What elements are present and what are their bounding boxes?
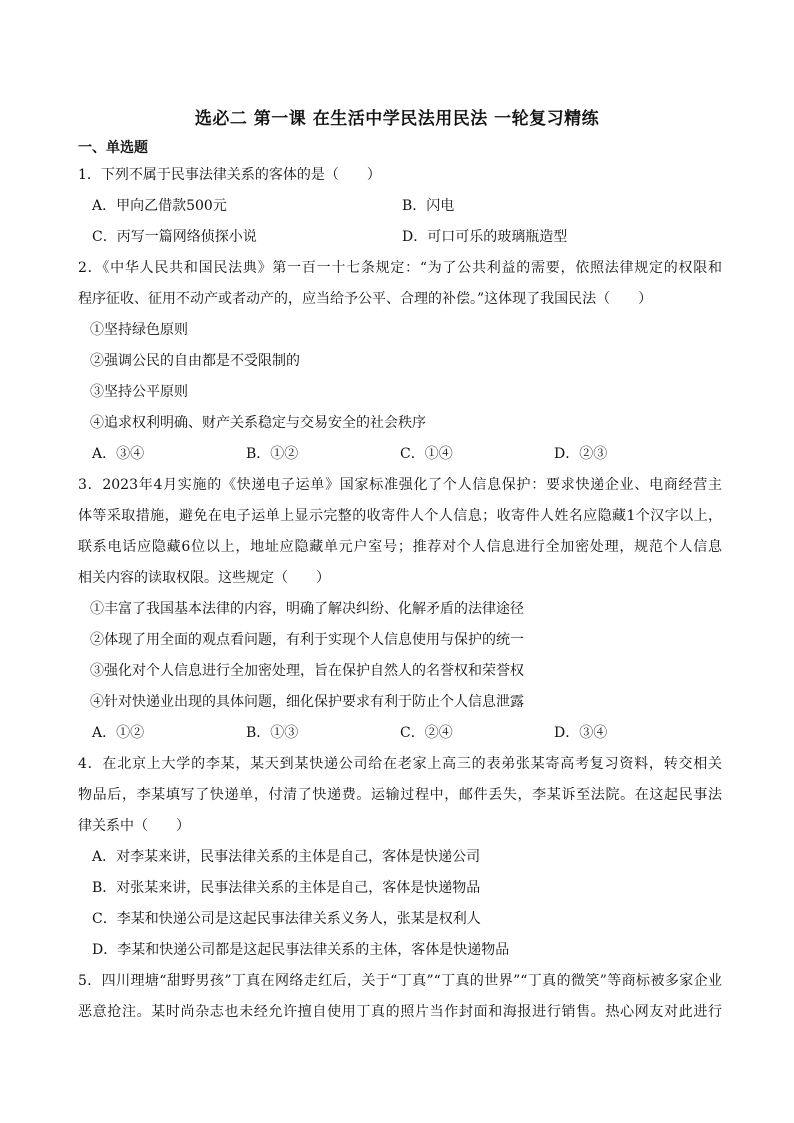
option-a: A．对李某来讲，民事法律关系的主体是自己，客体是快递公司 — [92, 849, 481, 865]
option-b: B．①② — [246, 446, 299, 462]
question-stem-line: 2．《中华人民共和国民法典》第一百一十七条规定：“为了公共利益的需要，依照法律规定的权限和 — [78, 260, 722, 276]
option-b: B．①③ — [246, 725, 299, 741]
question-stem-line: 5．四川理塘“甜野男孩”丁真在网络走红后，关于“丁真”“丁真的世界”“丁真的微笑”等商标被多家企业 — [78, 973, 722, 989]
section-heading: 一、单选题 — [78, 140, 148, 156]
option-b: B．对张某来讲，民事法律关系的主体是自己，客体是快递物品 — [92, 880, 481, 896]
option-a: A．①② — [92, 725, 145, 741]
option-c: C．②④ — [400, 725, 453, 741]
question-stem-line: 联系电话应隐藏6位以上，地址应隐藏单元户室号；推荐对个人信息进行全加密处理，规范个人信息 — [78, 539, 722, 555]
option-b: B．闪电 — [402, 198, 455, 214]
question-stem-line: 相关内容的读取权限。这些规定（ ） — [78, 570, 330, 586]
statement-1: ①丰富了我国基本法律的内容，明确了解决纠纷、化解矛盾的法律途径 — [90, 601, 524, 617]
question-5 — [78, 966, 722, 1028]
option-a: A．甲向乙借款500元 — [92, 198, 227, 214]
option-c: C．李某和快递公司是这起民事法律关系义务人，张某是权利人 — [92, 911, 481, 927]
question-stem-line: 物品后，李某填写了快递单，付清了快递费。运输过程中，邮件丢失，李某诉至法院。在这起民事法 — [78, 787, 722, 803]
statement-3: ③坚持公平原则 — [90, 384, 188, 400]
options-row — [78, 439, 722, 470]
question-1 — [78, 160, 722, 253]
statement-4: ④追求权利明确、财产关系稳定与交易安全的社会秩序 — [90, 415, 426, 431]
options-row — [78, 222, 722, 253]
option-a: A．③④ — [92, 446, 145, 462]
statement-2: ②体现了用全面的观点看问题，有利于实现个人信息使用与保护的统一 — [90, 632, 524, 648]
question-stem-line: 律关系中（ ） — [78, 818, 190, 834]
option-c: C．①④ — [400, 446, 453, 462]
question-stem-line: 体等采取措施，避免在电子运单上显示完整的收寄件人个人信息；收寄件人姓名应隐藏1个汉字以上， — [78, 508, 722, 524]
option-d: D．③④ — [554, 725, 608, 741]
question-stem: 1．下列不属于民事法律关系的客体的是（ ） — [78, 167, 381, 183]
question-list — [78, 160, 722, 1028]
options-row — [78, 718, 722, 749]
statement-4: ④针对快递业出现的具体问题，细化保护要求有利于防止个人信息泄露 — [90, 694, 524, 710]
question-4 — [78, 749, 722, 966]
option-d: D．李某和快递公司都是这起民事法律关系的主体，客体是快递物品 — [92, 942, 510, 958]
question-stem-line: 恶意抢注。某时尚杂志也未经允许擅自使用丁真的照片当作封面和海报进行销售。热心网友对此进行 — [78, 1004, 722, 1020]
statement-2: ②强调公民的自由都是不受限制的 — [90, 353, 300, 369]
question-3 — [78, 470, 722, 749]
option-d: D．②③ — [554, 446, 608, 462]
statement-1: ①坚持绿色原则 — [90, 322, 188, 338]
question-2 — [78, 253, 722, 470]
statement-3: ③强化对个人信息进行全加密处理，旨在保护自然人的名誉权和荣誉权 — [90, 663, 524, 679]
option-c: C．丙写一篇网络侦探小说 — [92, 229, 257, 245]
question-stem-line: 程序征收、征用不动产或者动产的，应当给予公平、合理的补偿。”这体现了我国民法（ ） — [78, 291, 653, 307]
page-title: 选必二 第一课 在生活中学民法用民法 一轮复习精练 — [194, 109, 600, 129]
option-d: D．可口可乐的玻璃瓶造型 — [402, 229, 568, 245]
options-row — [78, 191, 722, 222]
question-stem-line: 3．2023年4月实施的《快递电子运单》国家标准强化了个人信息保护：要求快递企业、电商经营主 — [78, 477, 722, 493]
question-stem-line: 4．在北京上大学的李某，某天到某快递公司给在老家上高三的表弟张某寄高考复习资料，转交相关 — [78, 756, 722, 772]
